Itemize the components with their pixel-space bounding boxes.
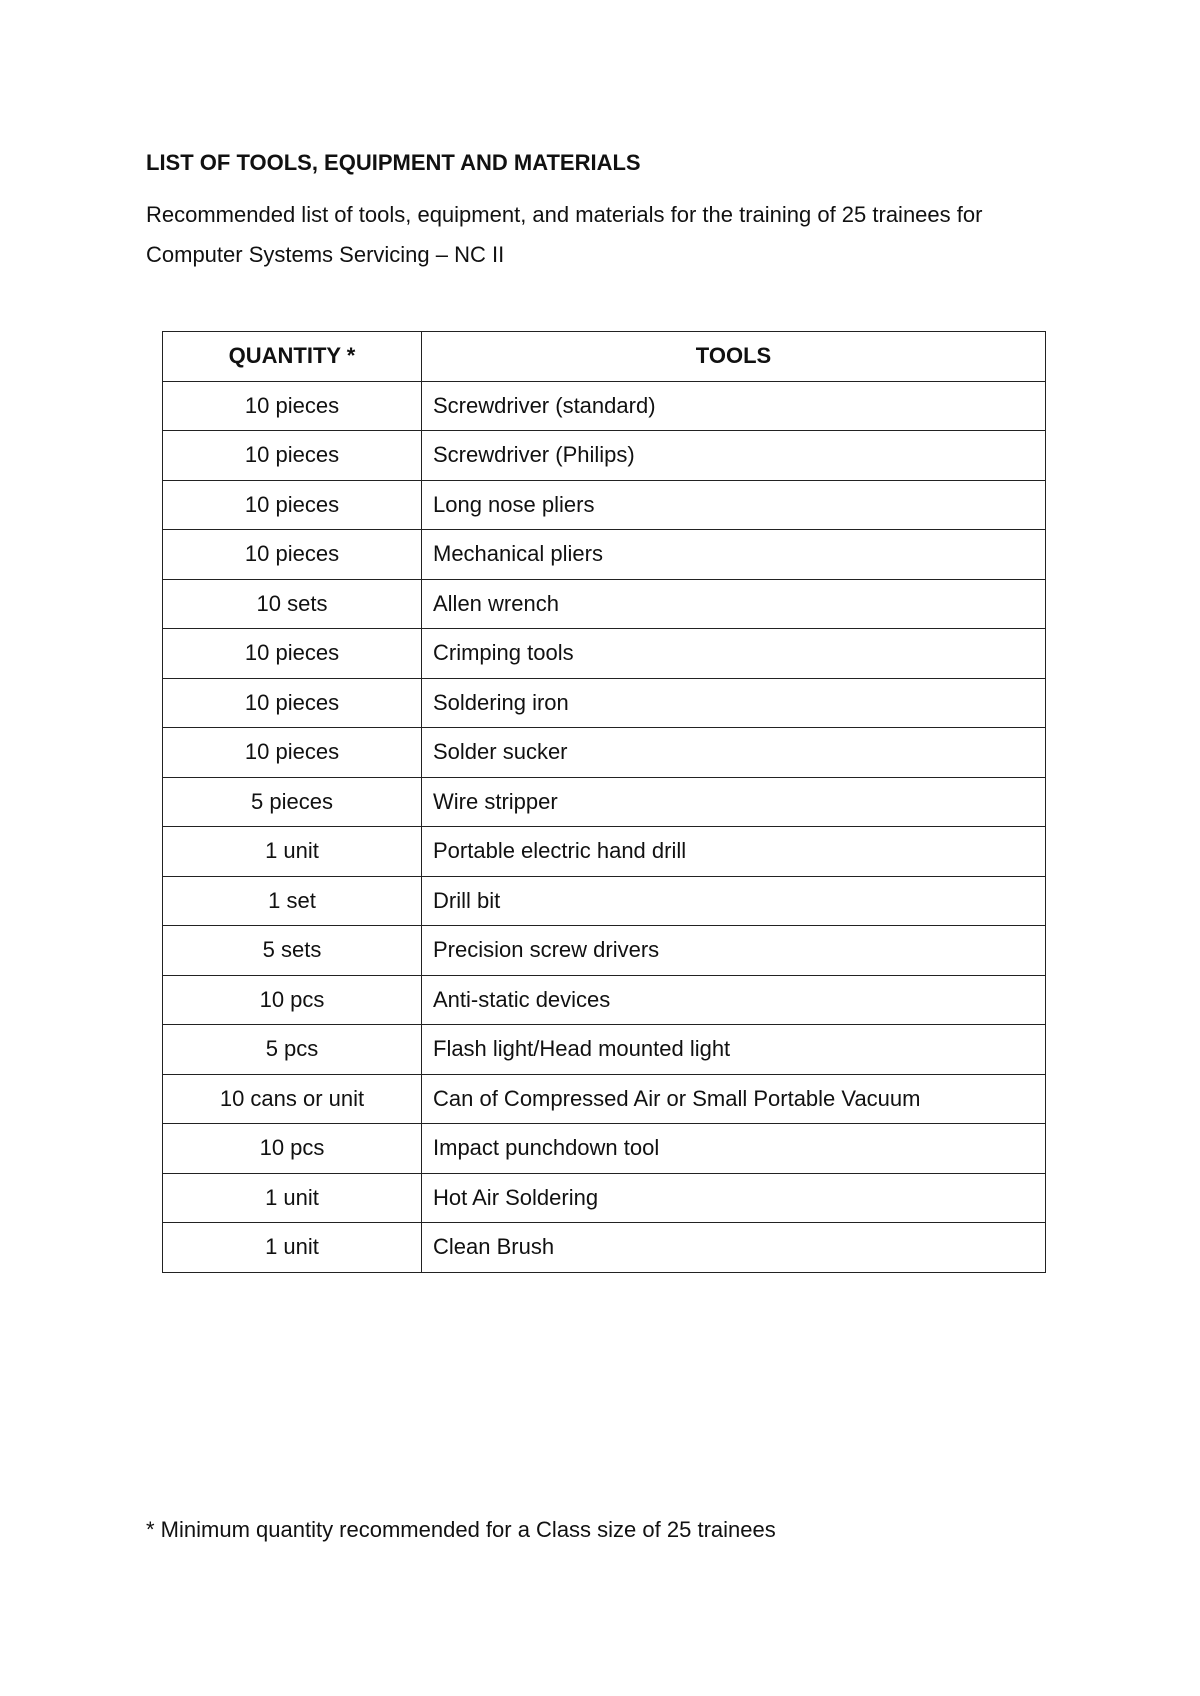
table-row — [163, 480, 1046, 530]
tool-cell: Allen wrench — [422, 579, 1046, 629]
table-row — [163, 678, 1046, 728]
table-row — [163, 629, 1046, 679]
quantity-cell: 10 pieces — [163, 678, 422, 728]
tool-cell: Impact punchdown tool — [422, 1124, 1046, 1174]
table-row — [163, 1025, 1046, 1075]
table-row — [163, 530, 1046, 580]
quantity-cell: 5 sets — [163, 926, 422, 976]
document-title: LIST OF TOOLS, EQUIPMENT AND MATERIALS — [146, 150, 641, 175]
tool-cell: Long nose pliers — [422, 480, 1046, 530]
table-row — [163, 579, 1046, 629]
tool-cell: Mechanical pliers — [422, 530, 1046, 580]
table-row — [163, 1223, 1046, 1273]
table-row — [163, 777, 1046, 827]
tool-cell: Drill bit — [422, 876, 1046, 926]
tool-cell: Crimping tools — [422, 629, 1046, 679]
table-row — [163, 876, 1046, 926]
footnote: * Minimum quantity recommended for a Class size of 25 trainees — [146, 1517, 776, 1542]
tool-cell: Portable electric hand drill — [422, 827, 1046, 877]
intro-line-1: Recommended list of tools, equipment, and materials for the training of 25 trainees for — [146, 202, 983, 227]
quantity-cell: 10 pieces — [163, 431, 422, 481]
quantity-cell: 10 pieces — [163, 480, 422, 530]
quantity-cell: 10 pcs — [163, 1124, 422, 1174]
quantity-cell: 1 set — [163, 876, 422, 926]
table-header-row — [163, 332, 1046, 382]
intro-paragraph — [146, 195, 1076, 275]
table-body — [163, 381, 1046, 1272]
quantity-cell: 1 unit — [163, 1173, 422, 1223]
tool-cell: Wire stripper — [422, 777, 1046, 827]
quantity-cell: 10 sets — [163, 579, 422, 629]
table-row — [163, 926, 1046, 976]
tool-cell: Anti-static devices — [422, 975, 1046, 1025]
quantity-cell: 1 unit — [163, 827, 422, 877]
quantity-cell: 10 pieces — [163, 629, 422, 679]
table-row — [163, 1124, 1046, 1174]
quantity-cell: 10 pieces — [163, 728, 422, 778]
tools-table — [162, 331, 1046, 1273]
table-row — [163, 827, 1046, 877]
tool-cell: Soldering iron — [422, 678, 1046, 728]
quantity-cell: 5 pcs — [163, 1025, 422, 1075]
quantity-cell: 10 cans or unit — [163, 1074, 422, 1124]
table-row — [163, 975, 1046, 1025]
quantity-cell: 5 pieces — [163, 777, 422, 827]
tool-cell: Hot Air Soldering — [422, 1173, 1046, 1223]
intro-line-2: Computer Systems Servicing – NC II — [146, 242, 505, 267]
tool-cell: Flash light/Head mounted light — [422, 1025, 1046, 1075]
table-row — [163, 1173, 1046, 1223]
header-tools: TOOLS — [422, 332, 1046, 382]
tool-cell: Precision screw drivers — [422, 926, 1046, 976]
quantity-cell: 1 unit — [163, 1223, 422, 1273]
tool-cell: Screwdriver (Philips) — [422, 431, 1046, 481]
tool-cell: Can of Compressed Air or Small Portable Vacuum — [422, 1074, 1046, 1124]
tool-cell: Screwdriver (standard) — [422, 381, 1046, 431]
header-quantity: QUANTITY * — [163, 332, 422, 382]
table-row — [163, 431, 1046, 481]
quantity-cell: 10 pcs — [163, 975, 422, 1025]
table-row — [163, 728, 1046, 778]
quantity-cell: 10 pieces — [163, 381, 422, 431]
tool-cell: Clean Brush — [422, 1223, 1046, 1273]
tool-cell: Solder sucker — [422, 728, 1046, 778]
quantity-cell: 10 pieces — [163, 530, 422, 580]
table-row — [163, 1074, 1046, 1124]
table-row — [163, 381, 1046, 431]
